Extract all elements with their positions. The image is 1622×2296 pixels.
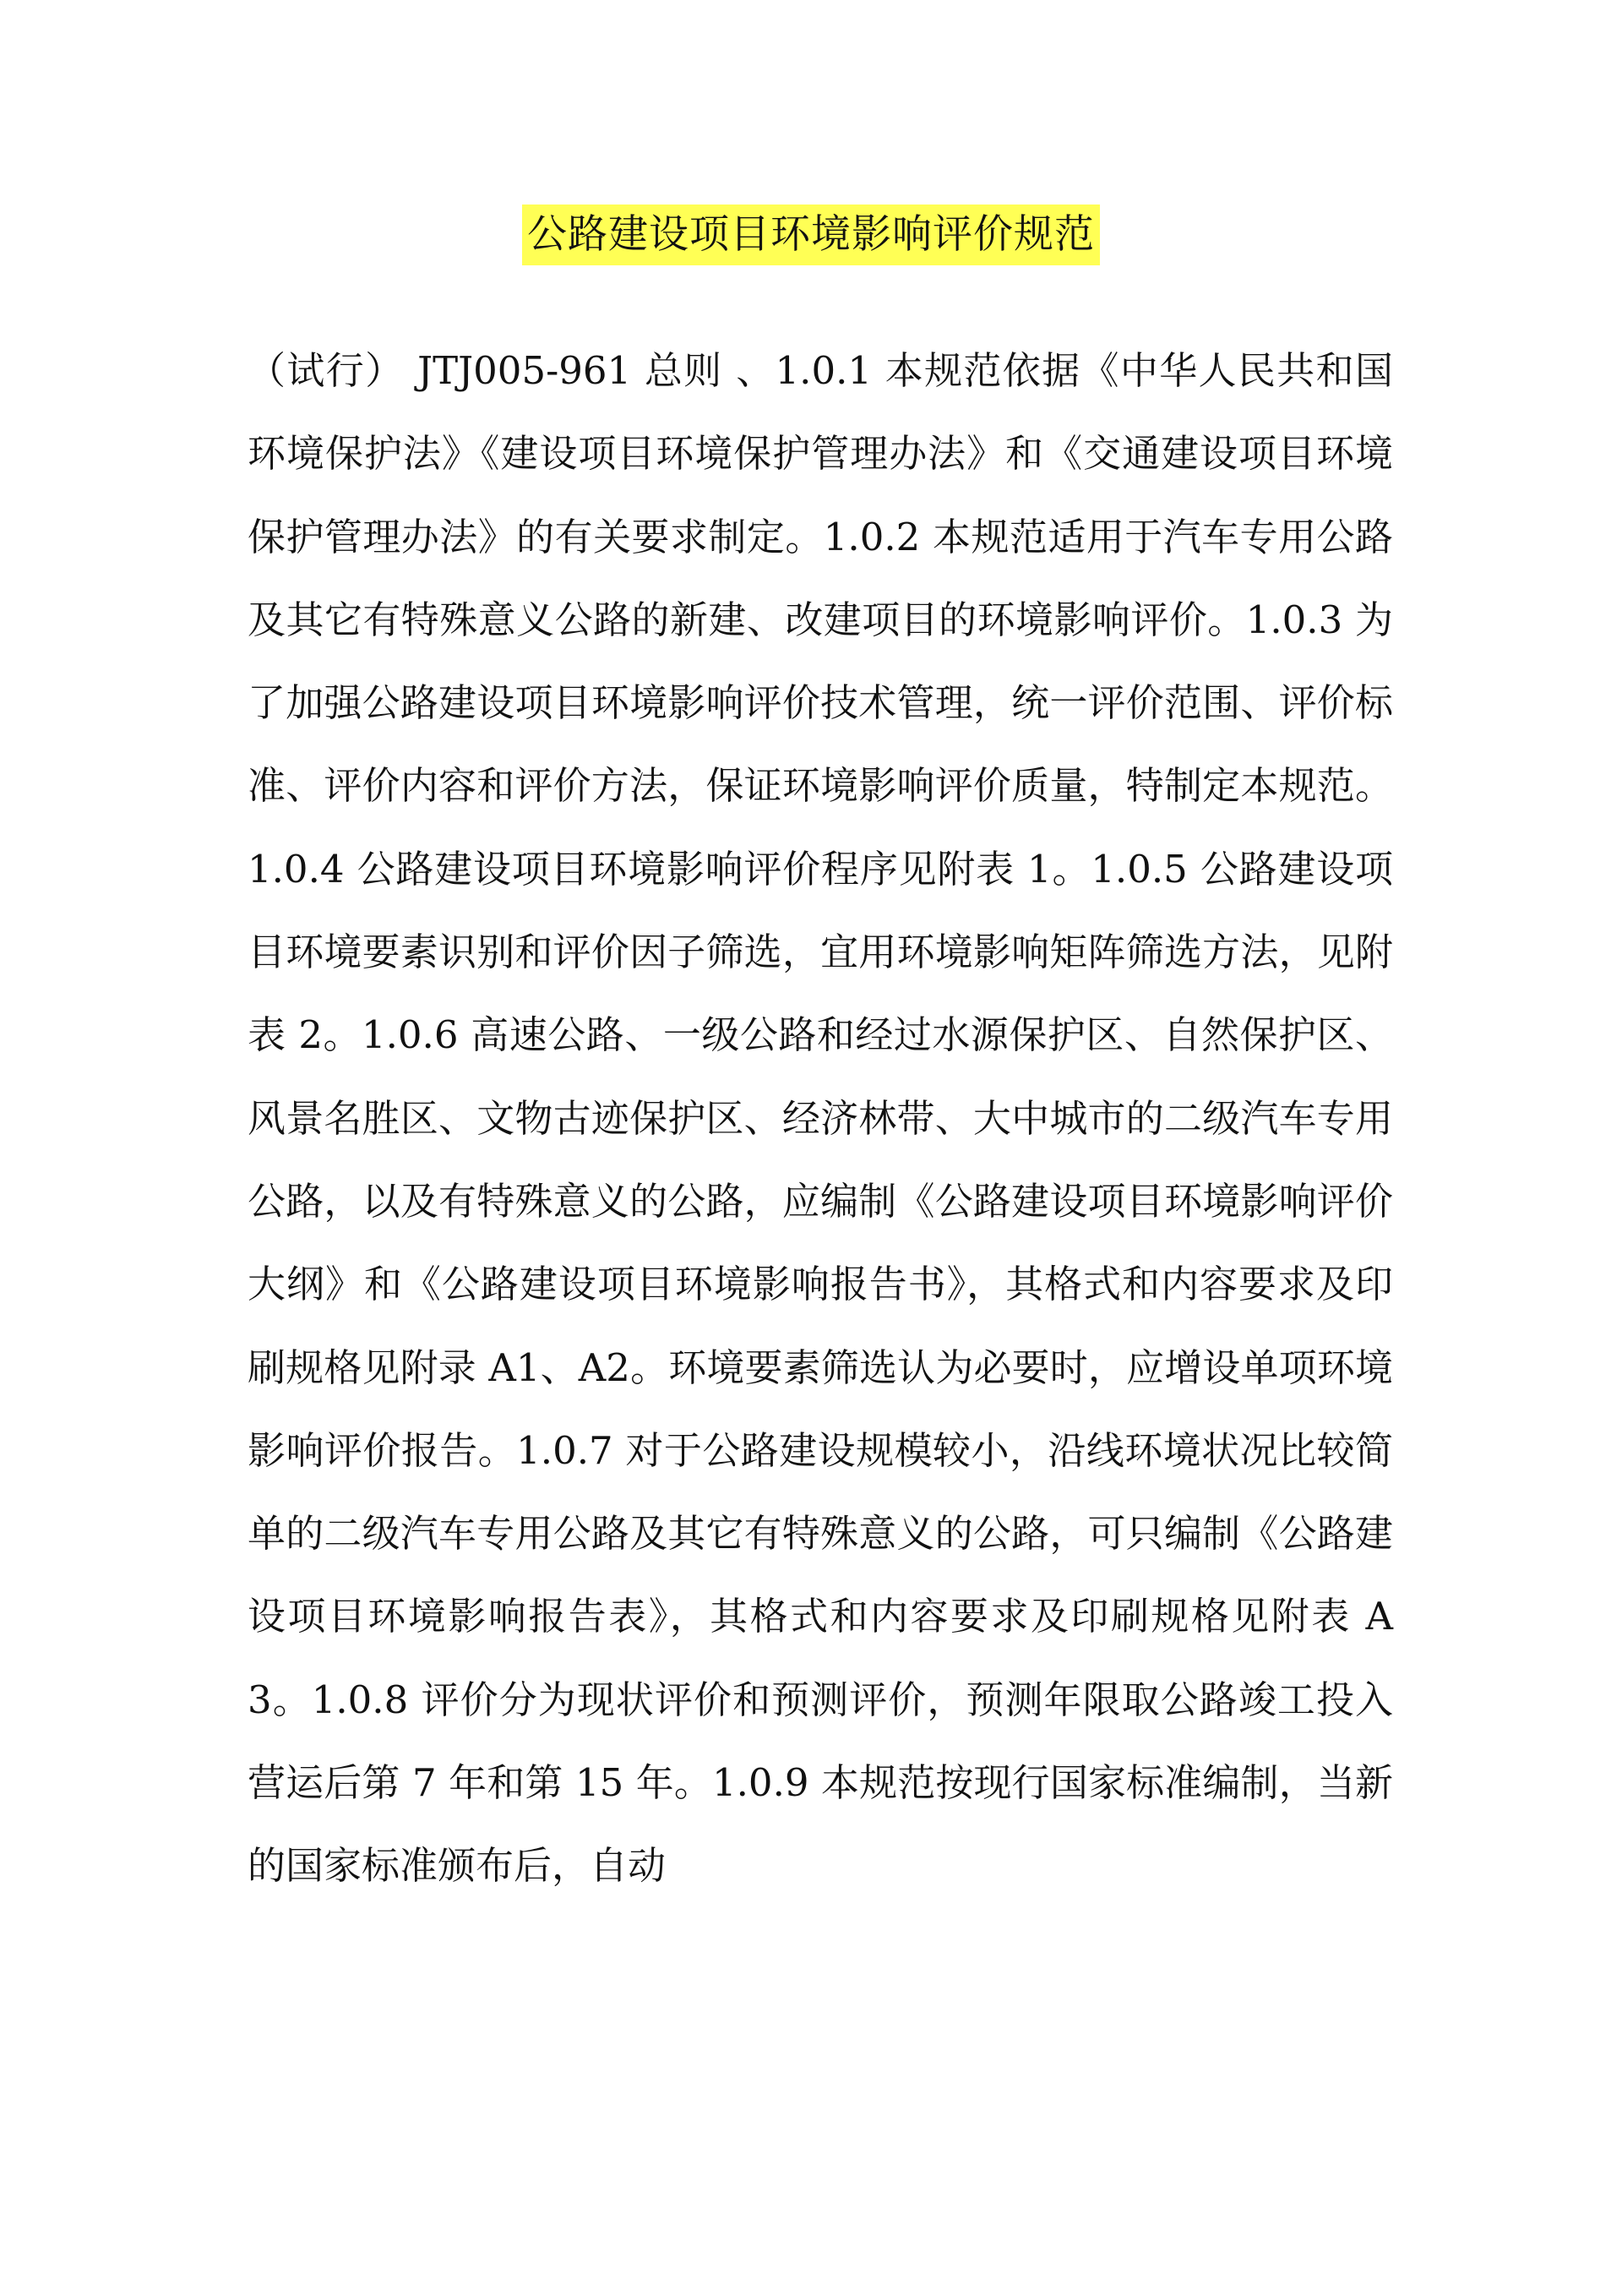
document-body: （试行） JTJ005-961 总则 、1.0.1 本规范依据《中华人民共和国环境保护法》《建设项目环境保护管理办法》和《交通建设项目环境保护管理办法》的有关要求制定。1.0.2 本规范适用于汽车专用公路及其它有特殊意义公路的新建、改建项目的环境影响评价。1.0.3 为了加强公路建设项目环境影响评价技术管理，统一评价范围、评价标准、评价内容和评价方法，保证环境影响评价质量，特制定本规范。1.0.4 公路建设项目环境影响评价程序见附表 1。1.0.5 公路建设项目环境要素识别和评价因子筛选，宜用环境影响矩阵筛选方法，见附表 2。1.0.6 高速公路、一级公路和经过水源保护区、自然保护区、风景名胜区、文物古迹保护区、经济林带、大中城市的二级汽车专用公路，以及有特殊意义的公路，应编制《公路建设项目环境影响评价大纲》和《公路建设项目环境影响报告书》，其格式和内容要求及印刷规格见附录 A1、A2。环境要素筛选认为必要时，应增设单项环境影响评价报告。1.0.7 对于公路建设规模较小，沿线环境状况比较简单的二级汽车专用公路及其它有特殊意义的公路，可只编制《公路建设项目环境影响报告表》，其格式和内容要求及印刷规格见附表 A3。1.0.8 评价分为现状评价和预测评价，预测年限取公路竣工投入营运后第 7 年和第 15 年。1.0.9 本规范按现行国家标准编制，当新的国家标准颁布后，自动 bbox=[248, 348, 1393, 1889]
document-title: 公路建设项目环境影响评价规范 bbox=[522, 205, 1100, 265]
title-container bbox=[0, 205, 1622, 265]
